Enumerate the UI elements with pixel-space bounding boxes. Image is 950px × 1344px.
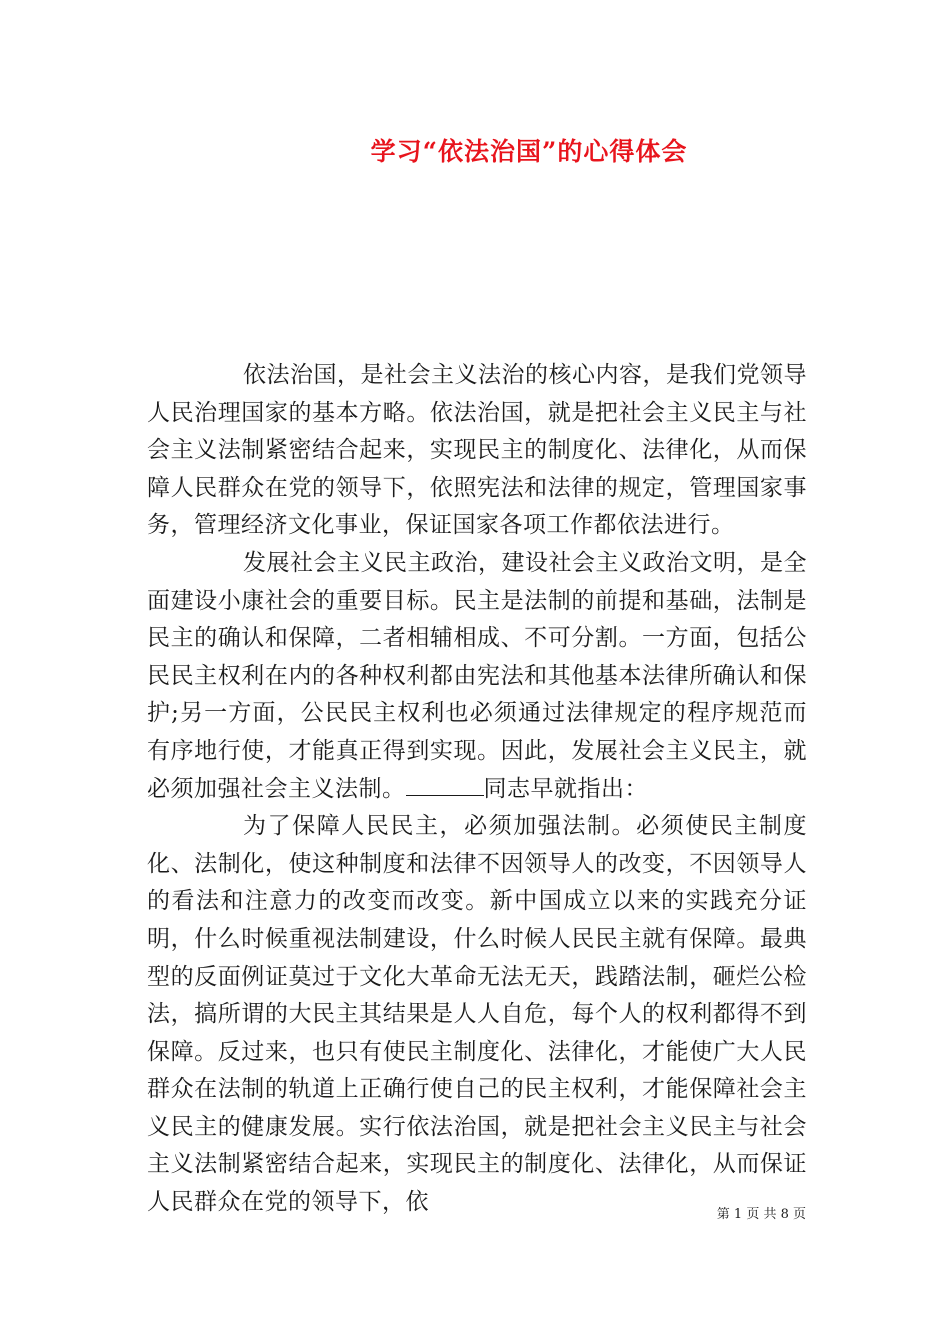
document-title: 学习“依法治国”的心得体会	[370, 137, 688, 166]
paragraph-2-text: 发展社会主义民主政治，建设社会主义政治文明，是全面建设小康社会的重要目标。民主是法制的前提和基础，法制是民主的确认和保障，二者相辅相成、不可分割。一方面，包括公民民主权利在内的各种权利都由宪法和其他基本法律所确认和保护;另一方面，公民民主权利也必须通过法律规定的程序规范而有序地行使，才能真正得到实现。因此，发展社会主义民主，就必须加强社会主义法制。	[147, 549, 807, 802]
paragraph-1: 依法治国，是社会主义法治的核心内容，是我们党领导人民治理国家的基本方略。依法治国，就是把社会主义民主与社会主义法制紧密结合起来，实现民主的制度化、法律化，从而保障人民群众在党的领导下，依照宪法和法律的规定，管理国家事务，管理经济文化事业，保证国家各项工作都依法进行。	[147, 362, 807, 539]
paragraph-2	[147, 545, 807, 808]
blank-underline	[406, 777, 484, 796]
paragraph-3: 为了保障人民民主，必须加强法制。必须使民主制度化、法制化，使这种制度和法律不因领导人的改变，不因领导人的看法和注意力的改变而改变。新中国成立以来的实践充分证明，什么时候重视法制建设，什么时候人民民主就有保障。最典型的反面例证莫过于文化大革命无法无天，践踏法制，砸烂公检法，搞所谓的大民主其结果是人人自危，每个人的权利都得不到保障。反过来，也只有使民主制度化、法律化，才能使广大人民群众在法制的轨道上正确行使自己的民主权利，才能保障社会主义民主的健康发展。实行依法治国，就是把社会主义民主与社会主义法制紧密结合起来，实现民主的制度化、法律化，从而保证人民群众在党的领导下，依	[147, 813, 807, 1216]
page-footer: 第 1 页 共 8 页	[716, 1207, 806, 1222]
paragraph-2-tail: 同志早就指出：	[483, 775, 648, 802]
document-body	[147, 357, 807, 1222]
